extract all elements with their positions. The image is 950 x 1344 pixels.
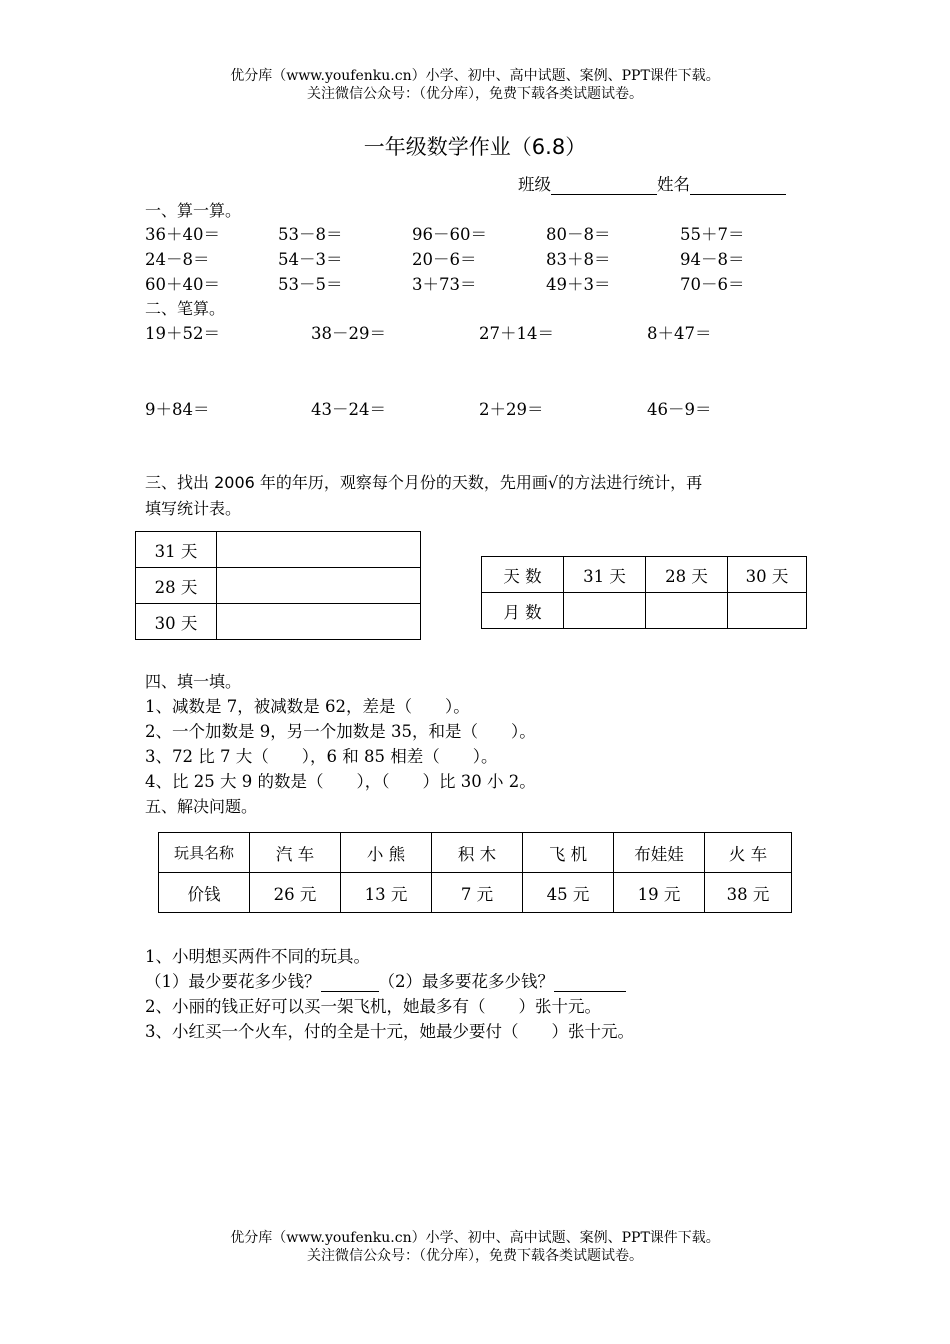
- written-calc-item: 2＋29＝: [479, 400, 544, 419]
- calc-item: 3＋73＝: [412, 275, 477, 294]
- toy-name-label: 玩具名称: [159, 833, 250, 873]
- toy-price: 38 元: [705, 873, 792, 913]
- tally-label: 28 天: [136, 568, 217, 604]
- toy-name: 布娃娃: [614, 833, 705, 873]
- calc-item: 20－6＝: [412, 250, 477, 269]
- tally-label: 30 天: [136, 604, 217, 640]
- calc-item: 70－6＝: [680, 275, 745, 294]
- toy-name: 积 木: [432, 833, 523, 873]
- problem-2: 2、小丽的钱正好可以买一架飞机，她最多有（ ）张十元。: [145, 997, 601, 1016]
- calc-item: 94－8＝: [680, 250, 745, 269]
- calc-item: 80－8＝: [546, 225, 611, 244]
- calc-item: 55＋7＝: [680, 225, 745, 244]
- problem-1: 1、小明想买两件不同的玩具。: [145, 947, 370, 966]
- section2-heading: 二、笔算。: [145, 299, 226, 318]
- toy-price: 13 元: [341, 873, 432, 913]
- problem-3: 3、小红买一个火车，付的全是十元，她最少要付（ ）张十元。: [145, 1022, 634, 1041]
- answer-blank-1a[interactable]: [321, 973, 379, 992]
- fill-item: 4、比 25 大 9 的数是（ ），（ ）比 30 小 2。: [145, 772, 536, 791]
- price-label: 价钱: [159, 873, 250, 913]
- fill-item: 2、一个加数是 9，另一个加数是 35，和是（ ）。: [145, 722, 536, 741]
- toy-name: 飞 机: [523, 833, 614, 873]
- student-info: [518, 171, 786, 195]
- toy-price-table: [158, 832, 792, 913]
- fill-item: 1、减数是 7，被减数是 62，差是（ ）。: [145, 697, 470, 716]
- section3-line-1: 三、找出 2006 年的年历，观察每个月份的天数，先用画√的方法进行统计，再: [145, 473, 703, 492]
- stat-header: 31 天: [564, 557, 646, 593]
- name-field[interactable]: [690, 176, 786, 195]
- page-title: 一年级数学作业（6.8）: [363, 135, 587, 159]
- section4-heading: 四、填一填。: [145, 672, 242, 691]
- stat-header: 天 数: [482, 557, 564, 593]
- answer-blank-1b[interactable]: [554, 973, 626, 992]
- class-field[interactable]: [551, 176, 657, 195]
- toy-name: 小 熊: [341, 833, 432, 873]
- section3-line-2: 填写统计表。: [145, 499, 242, 518]
- calc-item: 83＋8＝: [546, 250, 611, 269]
- calc-item: 53－5＝: [278, 275, 343, 294]
- calc-item: 53－8＝: [278, 225, 343, 244]
- name-label: 姓名: [657, 175, 690, 194]
- stat-header: 28 天: [646, 557, 728, 593]
- footer-line-1: 优分库（www.youfenku.cn）小学、初中、高中试题、案例、PPT课件下载。: [230, 1230, 720, 1246]
- toy-price: 26 元: [250, 873, 341, 913]
- stat-cell[interactable]: [728, 593, 807, 629]
- written-calc-item: 38－29＝: [311, 324, 386, 343]
- stat-cell[interactable]: [564, 593, 646, 629]
- calc-item: 49＋3＝: [546, 275, 611, 294]
- fill-item: 3、72 比 7 大（ ），6 和 85 相差（ ）。: [145, 747, 498, 766]
- header-line-1: 优分库（www.youfenku.cn）小学、初中、高中试题、案例、PPT课件下载。: [230, 68, 720, 84]
- section1-heading: 一、算一算。: [145, 201, 242, 220]
- statistics-table: [481, 556, 807, 629]
- toy-price: 7 元: [432, 873, 523, 913]
- written-calc-item: 9＋84＝: [145, 400, 210, 419]
- problem-1-subquestions: [145, 968, 626, 992]
- calc-item: 96－60＝: [412, 225, 487, 244]
- written-calc-item: 43－24＝: [311, 400, 386, 419]
- problem-1b: （2）最多要花多少钱？: [378, 972, 554, 991]
- section5-heading: 五、解决问题。: [145, 797, 258, 816]
- calc-item: 54－3＝: [278, 250, 343, 269]
- written-calc-item: 27＋14＝: [479, 324, 554, 343]
- stat-row-label: 月 数: [482, 593, 564, 629]
- stat-header: 30 天: [728, 557, 807, 593]
- written-calc-item: 8＋47＝: [647, 324, 712, 343]
- toy-price: 45 元: [523, 873, 614, 913]
- class-label: 班级: [518, 175, 551, 194]
- tally-table: [135, 531, 421, 640]
- header-line-2: 关注微信公众号：（优分库），免费下载各类试题试卷。: [307, 86, 643, 102]
- tally-cell[interactable]: [217, 568, 421, 604]
- calc-item: 36＋40＝: [145, 225, 220, 244]
- stat-cell[interactable]: [646, 593, 728, 629]
- toy-price: 19 元: [614, 873, 705, 913]
- problem-1a: （1）最少要花多少钱？: [145, 972, 321, 991]
- toy-name: 火 车: [705, 833, 792, 873]
- tally-cell[interactable]: [217, 604, 421, 640]
- written-calc-item: 46－9＝: [647, 400, 712, 419]
- calc-item: 60＋40＝: [145, 275, 220, 294]
- tally-cell[interactable]: [217, 532, 421, 568]
- written-calc-item: 19＋52＝: [145, 324, 220, 343]
- footer-line-2: 关注微信公众号：（优分库），免费下载各类试题试卷。: [307, 1248, 643, 1264]
- toy-name: 汽 车: [250, 833, 341, 873]
- tally-label: 31 天: [136, 532, 217, 568]
- calc-item: 24－8＝: [145, 250, 210, 269]
